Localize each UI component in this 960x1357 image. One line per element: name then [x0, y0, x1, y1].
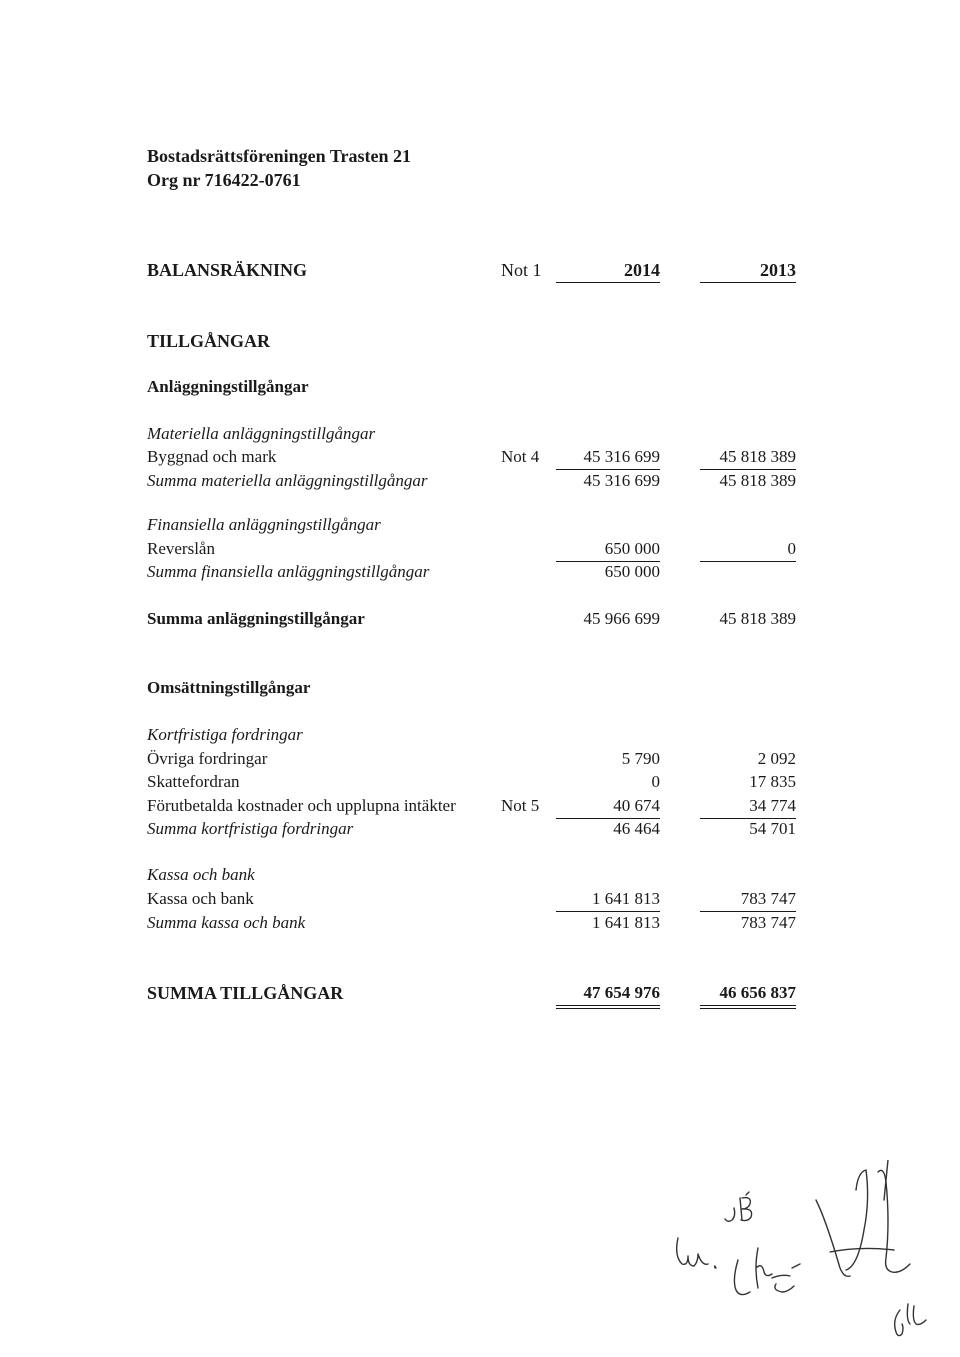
row-value-2014: 5 790	[621, 749, 660, 768]
row-label: Kassa och bank	[147, 889, 254, 908]
org-number: Org nr 716422-0761	[147, 170, 301, 190]
row-value-2013: 0	[700, 538, 796, 562]
row-value-2013: 34 774	[700, 795, 796, 819]
current-assets-heading: Omsättningstillgångar	[147, 678, 311, 697]
sum-label: Summa finansiella anläggningstillgångar	[147, 562, 430, 581]
signature-right	[816, 1200, 850, 1276]
row-label: Förutbetalda kostnader och upplupna intäkter	[147, 796, 456, 815]
sum-label: Summa kortfristiga fordringar	[147, 819, 354, 838]
cash-heading: Kassa och bank	[147, 865, 255, 884]
row-label: Övriga fordringar	[147, 749, 268, 768]
signature-bottom	[895, 1310, 903, 1336]
financial-heading: Finansiella anläggningstillgångar	[147, 515, 381, 534]
signature-left	[677, 1238, 708, 1266]
row-value-2014: 40 674	[556, 795, 660, 819]
sum-label: Summa materiella anläggningstillgångar	[147, 471, 428, 490]
sum-value-2014: 1 641 813	[592, 913, 660, 932]
row-value-2014: 0	[651, 772, 660, 791]
row-value-2013: 783 747	[700, 888, 796, 912]
org-name: Bostadsrättsföreningen Trasten 21	[147, 146, 412, 166]
signature-middle	[734, 1260, 750, 1295]
row-value-2014: 1 641 813	[556, 888, 660, 912]
row-value-2013: 2 092	[757, 749, 796, 768]
fixed-total-2013: 45 818 389	[719, 609, 796, 628]
row-value-2014: 650 000	[556, 538, 660, 562]
signature-jb	[725, 1208, 735, 1221]
row-value-2014: 45 316 699	[556, 446, 660, 470]
row-label: Skattefordran	[147, 772, 240, 791]
fixed-assets-heading: Anläggningstillgångar	[147, 377, 309, 396]
fixed-total-label: Summa anläggningstillgångar	[147, 609, 365, 628]
row-value-2013: 17 835	[749, 772, 796, 791]
sum-value-2013	[700, 561, 796, 583]
sum-label: Summa kassa och bank	[147, 913, 306, 932]
signatures	[660, 1160, 950, 1350]
assets-heading: TILLGÅNGAR	[147, 331, 271, 351]
grand-total-2013: 46 656 837	[700, 982, 796, 1009]
sum-value-2013: 783 747	[740, 913, 796, 932]
sum-value-2013: 45 818 389	[719, 471, 796, 490]
sum-value-2014: 650 000	[604, 562, 660, 581]
grand-total-label: SUMMA TILLGÅNGAR	[147, 983, 344, 1003]
row-label: Byggnad och mark	[147, 447, 277, 466]
row-value-2013: 45 818 389	[700, 446, 796, 470]
receivables-heading: Kortfristiga fordringar	[147, 725, 303, 744]
report-note: Not 1	[501, 260, 542, 280]
grand-total-2014: 47 654 976	[556, 982, 660, 1009]
row-note: Not 4	[501, 447, 540, 466]
row-note: Not 5	[501, 796, 540, 815]
fixed-total-2014: 45 966 699	[583, 609, 660, 628]
report-title: BALANSRÄKNING	[147, 260, 308, 280]
sum-value-2013: 54 701	[749, 819, 796, 838]
sum-value-2014: 45 316 699	[583, 471, 660, 490]
year-2013-header: 2013	[700, 260, 796, 283]
year-2014-header: 2014	[556, 260, 660, 283]
tangible-heading: Materiella anläggningstillgångar	[147, 424, 376, 443]
row-label: Reverslån	[147, 539, 215, 558]
sum-value-2014: 46 464	[613, 819, 660, 838]
